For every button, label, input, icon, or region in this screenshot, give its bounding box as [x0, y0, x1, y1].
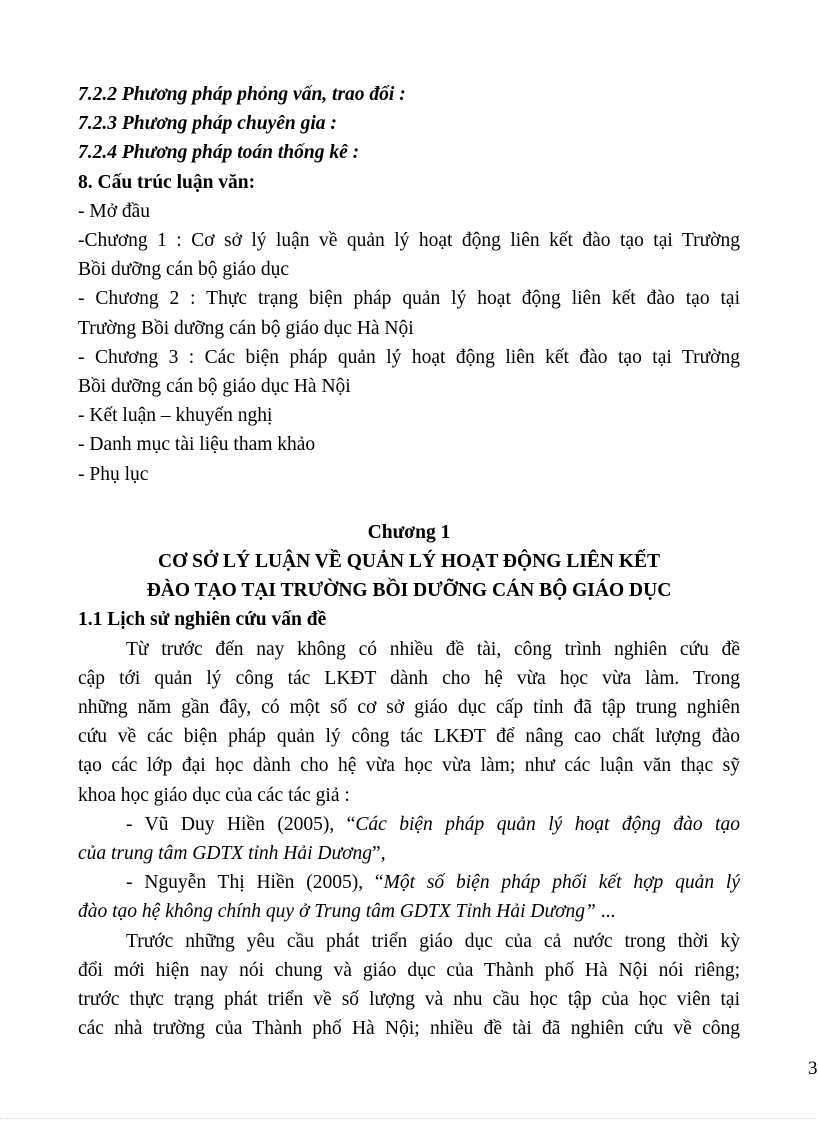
structure-item: - Danh mục tài liệu tham khảo — [78, 434, 316, 456]
structure-item: Trường Bồi dưỡng cán bộ giáo dục Hà Nội — [78, 317, 414, 339]
paragraph-line: khoa học giáo dục của các tác giả : — [78, 784, 350, 806]
paragraph-line: trước thực trạng phát triển về số lượng và nhu cầu học tập của học viên tại — [78, 989, 740, 1011]
page-number: 3 — [808, 1058, 818, 1079]
paragraph-line: cập tới quản lý công tác LKĐT dành cho hệ vừa học vừa làm. Trong — [78, 667, 740, 689]
chapter-label: Chương 1 — [367, 521, 451, 543]
reference-author: - Nguyễn Thị Hiền (2005), “ — [126, 872, 384, 894]
structure-heading: 8. Cấu trúc luận văn: — [78, 171, 256, 193]
reference-title: Một số biện pháp phối kết hợp quản lý — [383, 872, 740, 894]
reference-author: - Vũ Duy Hiền (2005), “ — [126, 813, 356, 835]
paragraph-line: tạo các lớp đại học dành cho hệ vừa học vừa làm; như các luận văn thạc sỹ — [78, 755, 740, 777]
reference-title: đào tạo hệ không chính quy ở Trung tâm GDTX Tỉnh Hải Dương” — [78, 901, 596, 923]
reference-title: của trung tâm GDTX tỉnh Hải Dương — [78, 843, 373, 865]
structure-item: -Chương 1 : Cơ sở lý luận về quản lý hoạt động liên kết đào tạo tại Trường — [78, 230, 740, 252]
reference-1-line-2 — [78, 839, 740, 868]
structure-item: Bồi dưỡng cán bộ giáo dục — [78, 259, 289, 281]
paragraph-line: đổi mới hiện nay nói chung và giáo dục của Thành phố Hà Nội nói riêng; — [78, 959, 740, 981]
spacer — [78, 489, 740, 518]
paragraph-line: cứu về các biện pháp quản lý công tác LKĐT để nâng cao chất lượng đào — [78, 726, 740, 748]
method-7-2-2: 7.2.2 Phương pháp phỏng vấn, trao đổi : — [78, 84, 406, 105]
paragraph-line: Từ trước đến nay không có nhiều đề tài, công trình nghiên cứu đề — [126, 638, 740, 660]
paragraph-line: các nhà trường của Thành phố Hà Nội; nhiều đề tài đã nghiên cứu về công — [78, 1018, 740, 1040]
page-bottom-divider — [0, 1118, 816, 1119]
section-heading: 1.1 Lịch sử nghiên cứu vấn đề — [78, 609, 327, 631]
paragraph-line: những năm gần đây, có một số cơ sở giáo dục cấp tỉnh đã tập trung nghiên — [78, 697, 740, 719]
paragraph-line: Trước những yêu cầu phát triển giáo dục của cả nước trong thời kỳ — [126, 930, 740, 952]
document-page — [78, 80, 740, 1044]
method-7-2-3: 7.2.3 Phương pháp chuyên gia : — [78, 113, 337, 135]
structure-item: - Mở đầu — [78, 200, 151, 222]
reference-tail: ... — [595, 901, 616, 923]
method-7-2-4: 7.2.4 Phương pháp toán thống kê : — [78, 142, 360, 164]
structure-item: - Kết luận – khuyến nghị — [78, 405, 273, 427]
reference-1-line-1 — [78, 810, 740, 839]
chapter-title-line-1: CƠ SỞ LÝ LUẬN VỀ QUẢN LÝ HOẠT ĐỘNG LIÊN KẾT — [157, 551, 661, 573]
reference-2-line-2 — [78, 897, 740, 926]
reference-title: Các biện pháp quản lý hoạt động đào tạo — [355, 813, 740, 835]
structure-item: - Chương 2 : Thực trạng biện pháp quản lý hoạt động liên kết đào tạo tại — [78, 288, 740, 310]
structure-item: - Chương 3 : Các biện pháp quản lý hoạt động liên kết đào tạo tại Trường — [78, 346, 740, 368]
reference-2-line-1 — [78, 868, 740, 897]
chapter-title-line-2: ĐÀO TẠO TẠI TRƯỜNG BỒI DƯỠNG CÁN BỘ GIÁO DỤC — [146, 580, 672, 602]
reference-tail: ”, — [372, 843, 386, 865]
structure-item: Bồi dưỡng cán bộ giáo dục Hà Nội — [78, 376, 351, 398]
structure-item: - Phụ lục — [78, 463, 149, 485]
